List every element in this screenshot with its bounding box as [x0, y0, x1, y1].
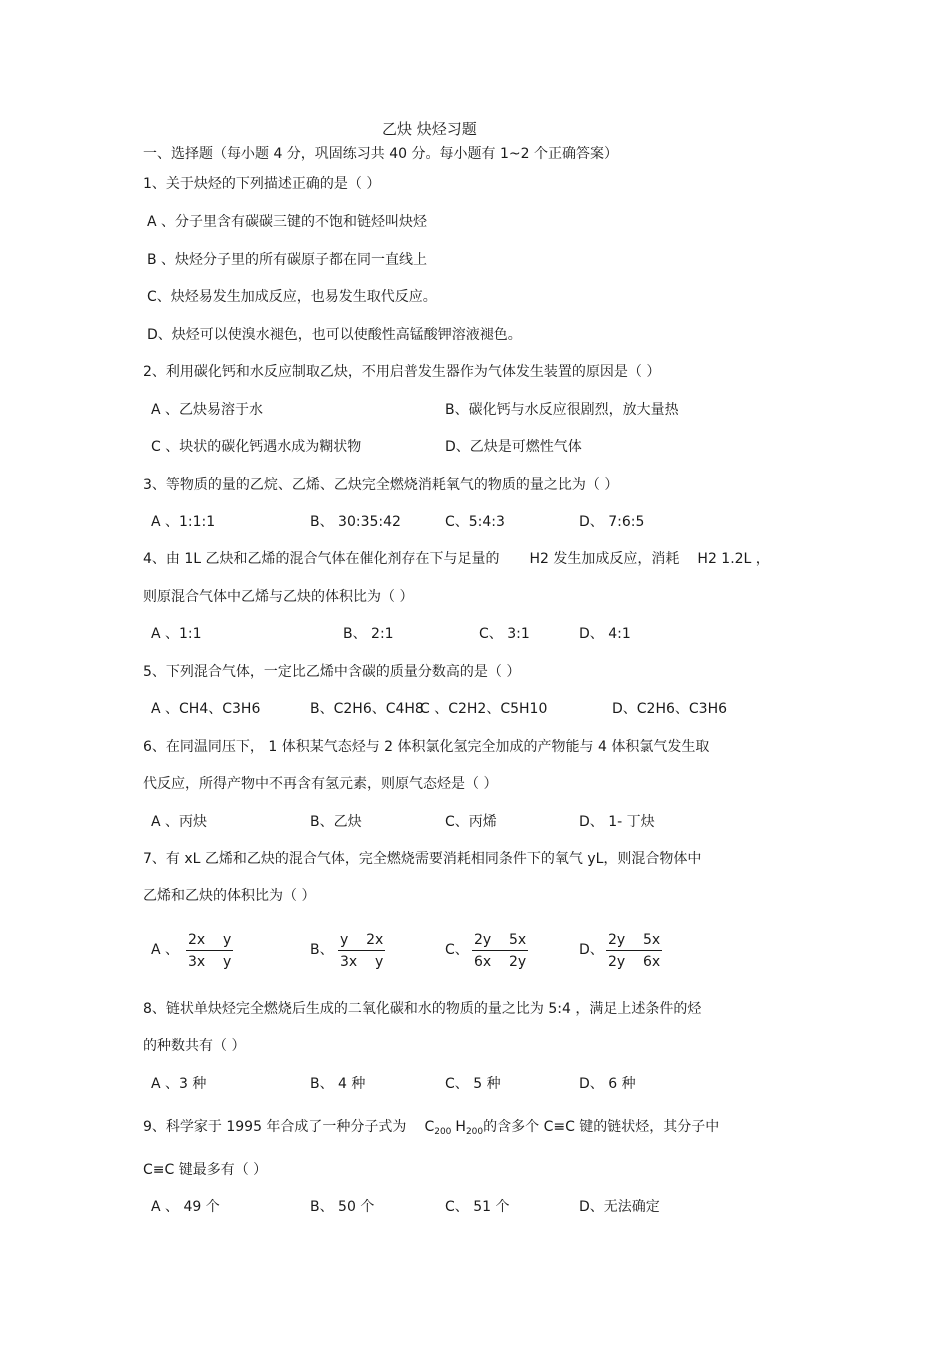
fraction-denominator: 3x y [188, 954, 232, 970]
question-7-option-c-label: C、 [445, 942, 469, 958]
question-4-stem-line-1: 4、由 1L 乙炔和乙烯的混合气体在催化剂存在下与足量的 H2 发生加成反应，消耗 H2 1.2L ， [143, 551, 770, 567]
question-7-option-d-label: D、 [579, 942, 604, 958]
question-4-stem-line-2: 则原混合气体中乙烯与乙炔的体积比为（ ） [143, 589, 414, 605]
question-6-stem-line-1: 6、在同温同压下， 1 体积某气态烃与 2 体积氯化氢完全加成的产物能与 4 体积氯气发生取 [143, 739, 710, 755]
question-7-stem-line-2: 乙烯和乙炔的体积比为（ ） [143, 888, 316, 904]
section-heading: 一、选择题（每小题 4 分，巩固练习共 40 分。每小题有 1~2 个正确答案） [143, 146, 618, 162]
question-3-option-c: C、5:4:3 [445, 514, 505, 530]
question-9-option-d: D、无法确定 [579, 1199, 660, 1215]
question-7-option-a-label: A 、 [151, 942, 180, 958]
question-4-option-c: C、 3:1 [479, 626, 530, 642]
fraction-numerator: 2y 5x [606, 931, 662, 951]
question-9-stem-line-2: C≡C 键最多有（ ） [143, 1162, 268, 1178]
question-5-option-c: C 、C2H2、C5H10 [420, 701, 548, 717]
question-3-option-a: A 、1:1:1 [151, 514, 216, 530]
question-2-option-c: C 、块状的碳化钙遇水成为糊状物 [151, 439, 362, 455]
formula-hydrogen: H [455, 1119, 466, 1135]
question-8-option-c: C、 5 种 [445, 1076, 501, 1092]
question-5-stem: 5、下列混合气体，一定比乙烯中含碳的质量分数高的是（ ） [143, 664, 521, 680]
question-9-option-b: B、 50 个 [310, 1199, 375, 1215]
question-3-stem: 3、等物质的量的乙烷、乙烯、乙炔完全燃烧消耗氧气的物质的量之比为（ ） [143, 477, 619, 493]
question-5-option-b: B、C2H6、C4H8 [310, 701, 424, 717]
fraction-denominator: 3x y [340, 954, 384, 970]
question-8-option-d: D、 6 种 [579, 1076, 636, 1092]
question-8-stem-line-2: 的种数共有（ ） [143, 1038, 246, 1054]
fraction-numerator: 2y 5x [472, 931, 528, 951]
question-7-option-c-fraction [472, 931, 528, 971]
question-7-stem-line-1: 7、有 xL 乙烯和乙炔的混合气体，完全燃烧需要消耗相同条件下的氧气 yL，则混合物体中 [143, 851, 702, 867]
fraction-denominator: 6x 2y [474, 954, 527, 970]
question-2-option-b: B、碳化钙与水反应很剧烈，放大量热 [445, 402, 679, 418]
fraction-numerator: 2x y [186, 931, 233, 951]
fraction-denominator: 2y 6x [608, 954, 661, 970]
question-7-option-a-fraction [186, 931, 233, 971]
fraction-numerator: y 2x [338, 931, 385, 951]
question-7-option-d-fraction [606, 931, 662, 971]
question-3-option-b: B、 30:35:42 [310, 514, 401, 530]
question-2-stem: 2、利用碳化钙和水反应制取乙炔，不用启普发生器作为气体发生装置的原因是（ ） [143, 364, 661, 380]
question-9-option-a: A 、 49 个 [151, 1199, 220, 1215]
question-2-option-d: D、乙炔是可燃性气体 [445, 439, 582, 455]
question-1-option-d: D、炔烃可以使溴水褪色，也可以使酸性高锰酸钾溶液褪色。 [147, 327, 522, 343]
formula-carbon: C [424, 1119, 435, 1135]
question-4-option-d: D、 4:1 [579, 626, 631, 642]
question-5-option-d: D、C2H6、C3H6 [612, 701, 728, 717]
question-8-option-b: B、 4 种 [310, 1076, 366, 1092]
question-6-option-b: B、乙炔 [310, 814, 362, 830]
question-1-stem: 1、关于炔烃的下列描述正确的是（ ） [143, 176, 381, 192]
question-1-option-b: B 、炔烃分子里的所有碳原子都在同一直线上 [147, 252, 428, 268]
question-3-option-d: D、 7:6:5 [579, 514, 645, 530]
question-8-stem-line-1: 8、链状单炔烃完全燃烧后生成的二氧化碳和水的物质的量之比为 5:4 ，满足上述条件的烃 [143, 1001, 702, 1017]
question-1-option-a: A 、分子里含有碳碳三键的不饱和链烃叫炔烃 [147, 214, 428, 230]
question-6-option-d: D、 1- 丁炔 [579, 814, 655, 830]
question-9-option-c: C、 51 个 [445, 1199, 510, 1215]
question-4-option-a: A 、1:1 [151, 626, 202, 642]
question-1-option-c: C、炔烃易发生加成反应，也易发生取代反应。 [147, 289, 437, 305]
question-4-option-b: B、 2:1 [343, 626, 394, 642]
question-9-stem-line-1: 9、科学家于 1995 年合成了一种分子式为 $C_{200}$ $H_{200}$的含多个 C≡C 键的链状烃，其分子中 [143, 1119, 720, 1137]
question-8-option-a: A 、3 种 [151, 1076, 207, 1092]
question-2-option-a: A 、乙炔易溶于水 [151, 402, 264, 418]
question-6-option-a: A 、丙炔 [151, 814, 208, 830]
question-6-option-c: C、丙烯 [445, 814, 497, 830]
page-title: 乙炔 炔烃习题 [382, 120, 477, 138]
question-7-option-b-fraction [338, 931, 385, 971]
question-6-stem-line-2: 代反应，所得产物中不再含有氢元素，则原气态烃是（ ） [143, 776, 498, 792]
question-7-option-b-label: B、 [310, 942, 334, 958]
question-5-option-a: A 、CH4、C3H6 [151, 701, 261, 717]
